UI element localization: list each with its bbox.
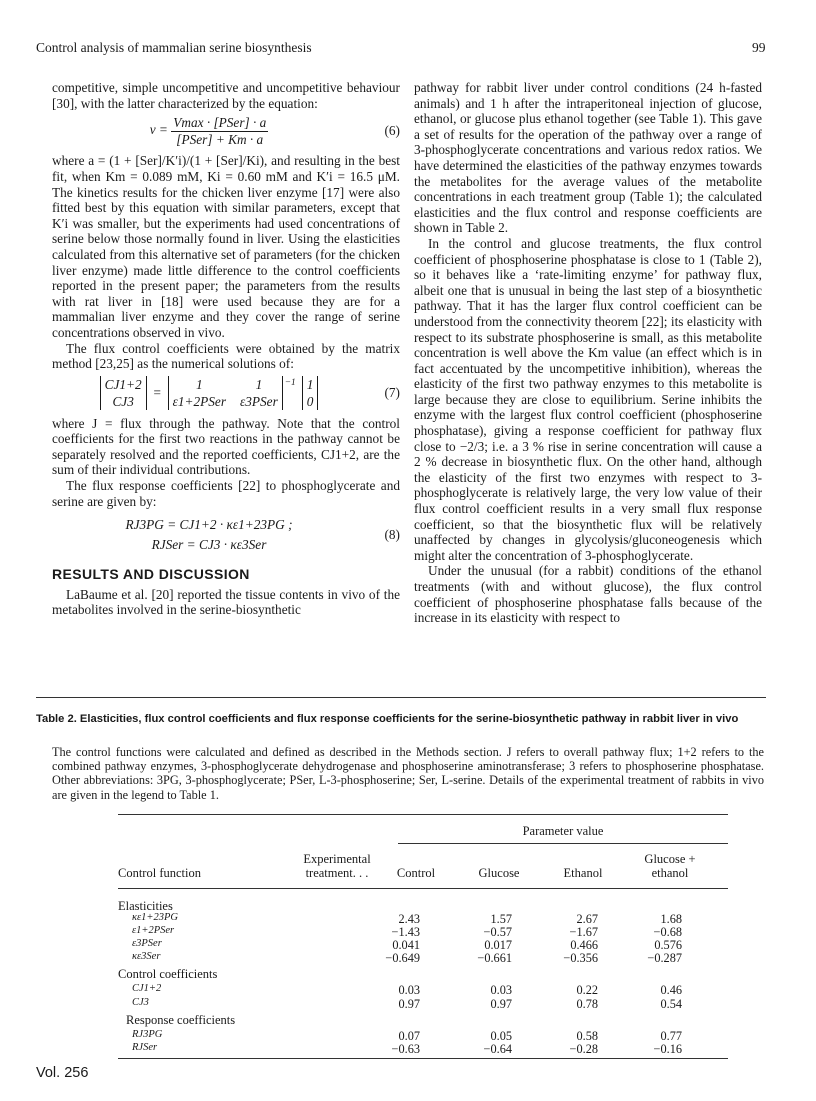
col-header: Glucose + ethanol (644, 852, 696, 880)
table-cell: 0.97 (398, 997, 420, 1011)
equation-7 (52, 376, 400, 410)
table-cell: 2.43 (398, 912, 420, 926)
table-cell: 0.041 (392, 938, 420, 952)
table-cell: −0.661 (477, 951, 512, 965)
table-cell: 0.05 (490, 1029, 512, 1043)
col-header: Glucose (478, 866, 520, 880)
table-group-header: Parameter value (522, 824, 604, 838)
table-cell: 0.017 (484, 938, 512, 952)
table-cell: −0.57 (483, 925, 512, 939)
section-heading: RESULTS AND DISCUSSION (52, 566, 250, 583)
table-cell: −0.68 (653, 925, 682, 939)
table-cell: 0.466 (570, 938, 598, 952)
eq7-vector-right: 1 0 (302, 376, 319, 410)
table-cell: 0.97 (490, 997, 512, 1011)
table-bottom-rule (118, 1058, 728, 1059)
eq7-matrix: 1 1 ε1+2PSer ε3PSer (168, 376, 283, 410)
paragraph: In the control and glucose treatments, the flux control coefficient of phosphoserine phosphatase is close to 1 (Table 2), so it behaves like a ‘rate-limiting enzyme’ for pathway flux, albeit one that is unusual in being the last step of a biosynthetic pathway. That it has the larger flux control coefficient can be understood from the connectivity theorem [22]; its elasticity with respect to its substrate phosphoserine is small, as this metabolite concentration is well above the Km value (an effect which is in fact accentuated by the uncompetitive inhibition), whereas the elasticity of the first two pathway enzymes to this metabolite is large because they are close to equilibrium. Serine inhibits the enzyme with the largest flux control coefficient (phosphoserine phosphatase), giving a response coefficient for pathway flux close to −2/3; i.e. a 3 % rise in serine concentration will cause a 2 % decrease in biosynthetic flux. On the other hand, although the elasticity of the first two enzymes with respect to 3-phosphoglycerate is relatively large, the very low value of their flux control coefficient results in a very small flux response coefficient, so that the biosynthetic flux will be relatively unaffected by changes in glycolysis/gluconeogenesis which might alter the concentration of 3-phosphoglycerate. (414, 235, 762, 563)
table-cell: −0.64 (483, 1042, 512, 1056)
table-cell: 0.22 (576, 983, 598, 997)
eq7-exponent: −1 (284, 377, 296, 388)
table-section-label: Control coefficients (118, 967, 218, 981)
table-cell: 0.58 (576, 1029, 598, 1043)
right-column (414, 80, 762, 626)
table-cell: −1.43 (391, 925, 420, 939)
table-row-label: κε1+23PG (132, 912, 179, 923)
table-cell: −0.649 (385, 951, 420, 965)
equation-8 (52, 515, 400, 555)
table-row-label: RJSer (132, 1042, 158, 1053)
col-header-experimental: Experimental treatment. . . (303, 852, 371, 880)
table-cell: 0.77 (660, 1029, 682, 1043)
table-section-label: Response coefficients (126, 1013, 236, 1027)
eq8-line2: RJSer = CJ3 · κε3Ser (151, 537, 267, 553)
eq8-number: (8) (384, 527, 400, 543)
col-header-control-function: Control function (118, 866, 201, 880)
eq8-line1: RJ3PG = CJ1+2 · κε1+23PG ; (125, 517, 293, 533)
table-rule (118, 888, 728, 889)
eq6-number: (6) (384, 123, 400, 139)
paragraph: pathway for rabbit liver under control conditions (24 h-fasted animals) and 1 h after the intraperitoneal injection of glucose, ethanol, or glucose plus ethanol together (see Table 1). This gave a set of results for the operation of the pathway over a range of 3-phosphoglycerate concentrations and various redox ratios. We have determined the elasticities of the pathway enzymes towards the metabolites for the average values of the metabolite concentrations in each treatment group (Table 1); the calculated elasticities and the flux control and response coefficients are shown in Table 2. (414, 80, 762, 236)
table-cell: −0.16 (653, 1042, 682, 1056)
page-number: 99 (752, 40, 766, 55)
table-caption: The control functions were calculated and defined as described in the Methods section. J refers to overall pathway flux; 1+2 refers to the combined pathway enzymes, 3-phosphoglycerate dehydrogenase and phosphoserine aminotransferase; 3 refers to phosphoserine phosphatase. Other abbreviations: 3PG, 3-phosphoglycerate; PSer, L-3-phosphoserine; Ser, L-serine. Details of the experimental treatment of rabbits in vivo are given in the legend to Table 1. (52, 745, 764, 802)
table-title: Table 2. Elasticities, flux control coefficients and flux response coefficients for the serine-biosynthetic pathway in rabbit liver in vivo (36, 713, 739, 725)
table-cell: 0.576 (654, 938, 682, 952)
table-cell: 0.78 (576, 997, 598, 1011)
table-cell: −0.356 (563, 951, 598, 965)
table-cell: −1.67 (569, 925, 598, 939)
table-cell: 0.07 (398, 1029, 420, 1043)
col-header: Ethanol (563, 866, 603, 880)
paragraph: where J = flux through the pathway. Note that the control coefficients for the first two reactions in the pathway cannot be separately resolved and the reported coefficients, CJ1+2, are the sum of their individual contributions. (52, 415, 400, 478)
eq6-fraction (171, 115, 268, 147)
table-section-label: Elasticities (118, 899, 173, 913)
left-column (52, 80, 400, 618)
table-cell: 2.67 (576, 912, 598, 926)
paragraph: Under the unusual (for a rabbit) conditions of the ethanol treatments (with and without glucose), the flux control coefficient of phosphoserine phosphatase falls because of the increase in its elasticity with respect to (414, 563, 762, 626)
paragraph: where a = (1 + [Ser]/K′i)/(1 + [Ser]/Ki), and resulting in the best fit, when Km = 0.089 mM, Ki = 0.60 mM and K′i = 16.5 μM. The kinetics results for the chicken liver enzyme [17] were also fitted best by this equation with similar parameters, except that K′i was smaller, but the experiments had used concentrations of serine below those normally found in liver. Using the elasticities calculated from this alternative set of parameters (for the chicken liver enzyme) made little difference to the control coefficients reported in the present paper; the parameters from the results with rat liver in [18] were used because they are for a mammalian liver enzyme and they cover the range of serine concentrations observed in vivo. (52, 153, 400, 340)
table-cell: −0.28 (569, 1042, 598, 1056)
paragraph: competitive, simple uncompetitive and uncompetitive behaviour [30], with the latter characterized by the equation: (52, 80, 400, 111)
table-row-label: CJ1+2 (132, 983, 162, 994)
eq6-lhs: v = (149, 122, 168, 138)
table-cell: 1.68 (660, 912, 682, 926)
table-cell: 0.03 (398, 983, 420, 997)
eq6-numerator: Vmax · [PSer] · a (173, 115, 267, 131)
table-cell: 0.03 (490, 983, 512, 997)
eq7-number: (7) (384, 384, 400, 400)
eq7-matrix-expression: CJ1+2 CJ3 = 1 1 ε1+2PSer ε3PSer $^{-1}$ 1 0 (100, 376, 319, 410)
table-cell: 0.54 (660, 997, 682, 1011)
paragraph: LaBaume et al. [20] reported the tissue contents in vivo of the metabolites involved in the serine-biosynthetic (52, 586, 400, 618)
table-top-rule (36, 697, 766, 698)
table-rule (118, 814, 728, 815)
table-rule (398, 843, 728, 844)
col-header: Control (396, 866, 436, 880)
table-row-label: ε1+2PSer (132, 925, 175, 936)
table-row-label: ε3PSer (132, 938, 162, 949)
paragraph: The flux response coefficients [22] to phosphoglycerate and serine are given by: (52, 478, 400, 509)
paragraph: The flux control coefficients were obtained by the matrix method [23,25] as the numerical solutions of: (52, 340, 400, 372)
volume-footer: Vol. 256 (36, 1065, 89, 1081)
table-row-label: CJ3 (132, 997, 149, 1008)
table-cell: 1.57 (490, 912, 512, 926)
table-cell: −0.287 (647, 951, 682, 965)
eq7-vector-left: CJ1+2 CJ3 (100, 376, 147, 410)
eq6-denominator: [PSer] + Km · a (176, 131, 264, 147)
table-cell: −0.63 (391, 1042, 420, 1056)
table-row-label: RJ3PG (132, 1029, 163, 1040)
equation-6 (52, 115, 400, 147)
table-row-label: κε3Ser (132, 951, 161, 962)
running-head: Control analysis of mammalian serine biosynthesis (36, 40, 312, 55)
table-cell: 0.46 (660, 983, 682, 997)
